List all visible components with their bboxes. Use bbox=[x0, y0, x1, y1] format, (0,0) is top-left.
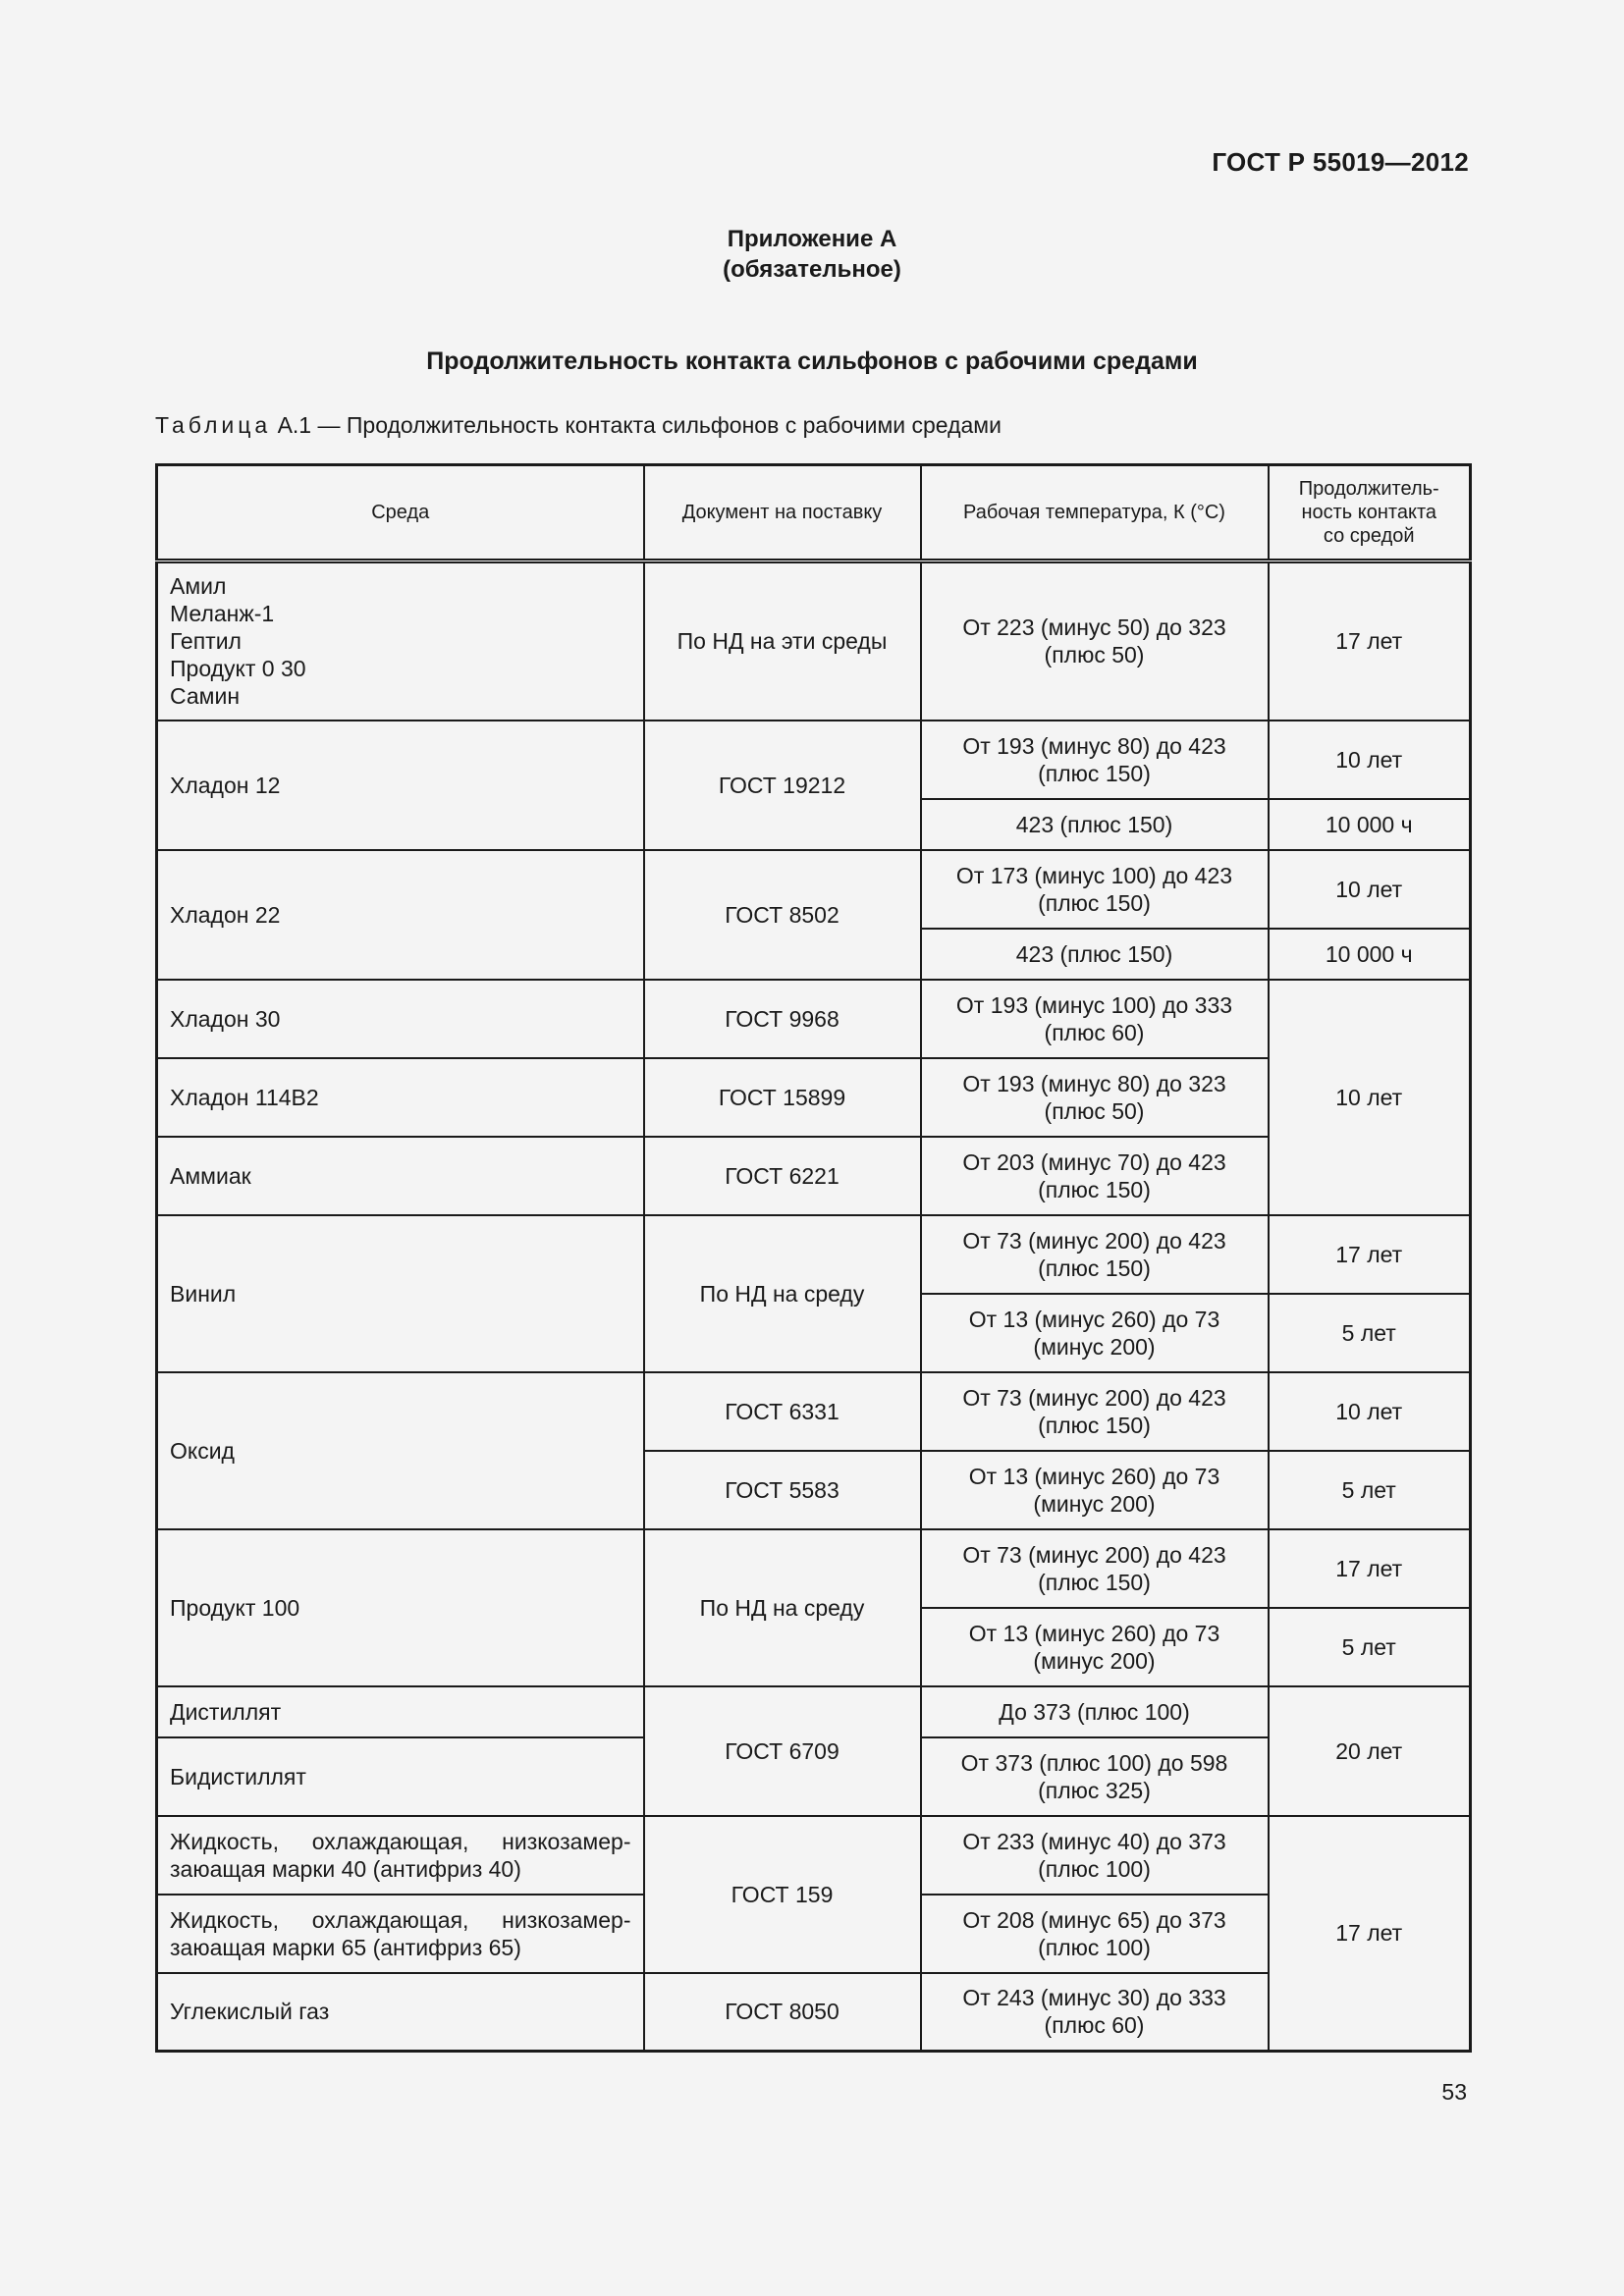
temp-line: (плюс 150) bbox=[1038, 1255, 1151, 1281]
cell-medium: Хладон 12 bbox=[157, 721, 644, 850]
cell-document: ГОСТ 15899 bbox=[644, 1058, 921, 1137]
table-row bbox=[157, 1686, 1471, 1737]
cell-medium: Дистиллят bbox=[157, 1686, 644, 1737]
temp-line: (минус 200) bbox=[1033, 1490, 1156, 1517]
cell-duration: 10 лет bbox=[1269, 980, 1471, 1215]
cell-temperature bbox=[921, 1608, 1269, 1686]
cell-duration: 5 лет bbox=[1269, 1608, 1471, 1686]
table-caption-prefix: Таблица bbox=[155, 412, 272, 438]
temp-line: (минус 200) bbox=[1033, 1647, 1156, 1674]
temp-line: От 173 (минус 100) до 423 bbox=[955, 862, 1233, 888]
table-header-row bbox=[157, 465, 1471, 561]
medium-line: Продукт 0 30 bbox=[170, 656, 306, 682]
page-number: 53 bbox=[1441, 2079, 1467, 2105]
cell-temperature bbox=[921, 1816, 1269, 1895]
header-duration-line: со средой bbox=[1323, 525, 1415, 547]
temp-line: От 13 (минус 260) до 73 bbox=[968, 1620, 1220, 1646]
temp-line: От 233 (минус 40) до 373 bbox=[962, 1828, 1226, 1854]
cell-temperature bbox=[921, 1973, 1269, 2052]
cell-document: По НД на эти среды bbox=[644, 561, 921, 721]
cell-duration: 10 лет bbox=[1269, 850, 1471, 929]
table-caption-text: Продолжительность контакта сильфонов с рабочими средами bbox=[346, 412, 1001, 438]
table-row bbox=[157, 1372, 1471, 1451]
temp-line: (плюс 150) bbox=[1038, 1176, 1151, 1202]
cell-document: ГОСТ 9968 bbox=[644, 980, 921, 1058]
cell-medium bbox=[157, 561, 644, 721]
cell-temperature bbox=[921, 1529, 1269, 1608]
table-row bbox=[157, 850, 1471, 929]
cell-temperature: 423 (плюс 150) bbox=[921, 929, 1269, 980]
table-row bbox=[157, 1215, 1471, 1294]
cell-document: ГОСТ 19212 bbox=[644, 721, 921, 850]
table-row bbox=[157, 1816, 1471, 1895]
temp-line: От 203 (минус 70) до 423 bbox=[962, 1148, 1226, 1175]
temp-line: От 193 (минус 80) до 323 bbox=[962, 1070, 1226, 1096]
cell-document: По НД на среду bbox=[644, 1529, 921, 1686]
section-title: Продолжительность контакта сильфонов с рабочими средами bbox=[426, 347, 1198, 375]
cell-temperature bbox=[921, 1737, 1269, 1816]
header-duration-line: ность контакта bbox=[1301, 502, 1437, 523]
table-row bbox=[157, 1529, 1471, 1608]
cell-temperature bbox=[921, 1372, 1269, 1451]
cell-medium: Бидистиллят bbox=[157, 1737, 644, 1816]
cell-medium: Жидкость, охлаждающая, низкозамер-заюащая марки 65 (антифриз 65) bbox=[157, 1895, 644, 1973]
cell-temperature bbox=[921, 561, 1269, 721]
header-medium: Среда bbox=[157, 465, 644, 561]
temp-line: (плюс 60) bbox=[1044, 1019, 1145, 1045]
temp-line: (плюс 150) bbox=[1038, 1412, 1151, 1438]
temp-line: От 373 (плюс 100) до 598 bbox=[960, 1749, 1228, 1776]
cell-document: ГОСТ 6331 bbox=[644, 1372, 921, 1451]
document-code: ГОСТ Р 55019—2012 bbox=[1212, 147, 1469, 177]
temp-line: От 73 (минус 200) до 423 bbox=[962, 1227, 1226, 1254]
cell-temperature bbox=[921, 1451, 1269, 1529]
cell-medium: Хладон 22 bbox=[157, 850, 644, 980]
temp-line: (плюс 60) bbox=[1044, 2012, 1145, 2039]
medium-line: Гептил bbox=[170, 628, 242, 655]
cell-medium: Продукт 100 bbox=[157, 1529, 644, 1686]
header-duration-line: Продолжитель- bbox=[1298, 478, 1439, 500]
cell-temperature bbox=[921, 1137, 1269, 1215]
cell-duration: 10 000 ч bbox=[1269, 929, 1471, 980]
cell-temperature: 423 (плюс 150) bbox=[921, 799, 1269, 850]
temp-line: От 73 (минус 200) до 423 bbox=[962, 1384, 1226, 1411]
temp-line: (плюс 325) bbox=[1038, 1777, 1151, 1803]
cell-duration: 17 лет bbox=[1269, 1215, 1471, 1294]
medium-line: Самин bbox=[170, 683, 241, 710]
medium-line: Меланж-1 bbox=[170, 601, 275, 627]
temp-line: От 13 (минус 260) до 73 bbox=[968, 1463, 1220, 1489]
cell-document: По НД на среду bbox=[644, 1215, 921, 1372]
cell-duration: 10 000 ч bbox=[1269, 799, 1471, 850]
appendix-status: (обязательное) bbox=[723, 256, 901, 283]
table-caption bbox=[155, 412, 1001, 439]
header-duration bbox=[1269, 465, 1471, 561]
cell-medium: Аммиак bbox=[157, 1137, 644, 1215]
table-caption-dash: — bbox=[317, 412, 341, 438]
temp-line: От 193 (минус 100) до 333 bbox=[955, 991, 1233, 1018]
temp-line: От 208 (минус 65) до 373 bbox=[962, 1906, 1226, 1933]
cell-medium: Оксид bbox=[157, 1372, 644, 1529]
appendix-title: Приложение А bbox=[727, 226, 897, 252]
cell-temperature bbox=[921, 980, 1269, 1058]
temp-line: От 13 (минус 260) до 73 bbox=[968, 1306, 1220, 1332]
temp-line: (плюс 150) bbox=[1038, 760, 1151, 786]
cell-document: ГОСТ 8050 bbox=[644, 1973, 921, 2052]
temp-line: От 243 (минус 30) до 333 bbox=[962, 1985, 1226, 2011]
medium-line: Амил bbox=[170, 573, 227, 600]
table-row bbox=[157, 721, 1471, 799]
cell-medium: Хладон 114В2 bbox=[157, 1058, 644, 1137]
cell-medium: Углекислый газ bbox=[157, 1973, 644, 2052]
cell-duration: 5 лет bbox=[1269, 1294, 1471, 1372]
cell-duration: 10 лет bbox=[1269, 721, 1471, 799]
cell-duration: 10 лет bbox=[1269, 1372, 1471, 1451]
temp-line: (плюс 100) bbox=[1038, 1934, 1151, 1960]
temp-line: От 193 (минус 80) до 423 bbox=[962, 732, 1226, 759]
cell-medium: Жидкость, охлаждающая, низкозамер-заюащая марки 40 (антифриз 40) bbox=[157, 1816, 644, 1895]
temp-line: (плюс 150) bbox=[1038, 1569, 1151, 1595]
cell-duration: 17 лет bbox=[1269, 1816, 1471, 2052]
cell-document: ГОСТ 159 bbox=[644, 1816, 921, 1973]
temp-line: (плюс 150) bbox=[1038, 889, 1151, 916]
header-temperature: Рабочая температура, К (°С) bbox=[921, 465, 1269, 561]
cell-duration: 17 лет bbox=[1269, 1529, 1471, 1608]
appendix-heading bbox=[0, 224, 1624, 285]
cell-duration: 17 лет bbox=[1269, 561, 1471, 721]
table-row bbox=[157, 561, 1471, 721]
contact-duration-table bbox=[155, 463, 1472, 2053]
cell-medium: Винил bbox=[157, 1215, 644, 1372]
cell-document: ГОСТ 6221 bbox=[644, 1137, 921, 1215]
cell-medium: Хладон 30 bbox=[157, 980, 644, 1058]
cell-temperature bbox=[921, 1215, 1269, 1294]
temp-line: (минус 200) bbox=[1033, 1333, 1156, 1360]
cell-document: ГОСТ 8502 bbox=[644, 850, 921, 980]
temp-line: (плюс 50) bbox=[1044, 1097, 1145, 1124]
cell-temperature: До 373 (плюс 100) bbox=[921, 1686, 1269, 1737]
temp-line: От 223 (минус 50) до 323 bbox=[962, 614, 1226, 641]
cell-temperature bbox=[921, 1294, 1269, 1372]
cell-temperature bbox=[921, 1895, 1269, 1973]
header-document: Документ на поставку bbox=[644, 465, 921, 561]
cell-temperature bbox=[921, 850, 1269, 929]
cell-duration: 5 лет bbox=[1269, 1451, 1471, 1529]
cell-temperature bbox=[921, 1058, 1269, 1137]
table-row bbox=[157, 980, 1471, 1058]
cell-document: ГОСТ 6709 bbox=[644, 1686, 921, 1816]
cell-document: ГОСТ 5583 bbox=[644, 1451, 921, 1529]
temp-line: (плюс 50) bbox=[1044, 642, 1145, 668]
temp-line: (плюс 100) bbox=[1038, 1855, 1151, 1882]
table-caption-number: А.1 bbox=[277, 412, 312, 438]
temp-line: От 73 (минус 200) до 423 bbox=[962, 1541, 1226, 1568]
cell-temperature bbox=[921, 721, 1269, 799]
cell-duration: 20 лет bbox=[1269, 1686, 1471, 1816]
